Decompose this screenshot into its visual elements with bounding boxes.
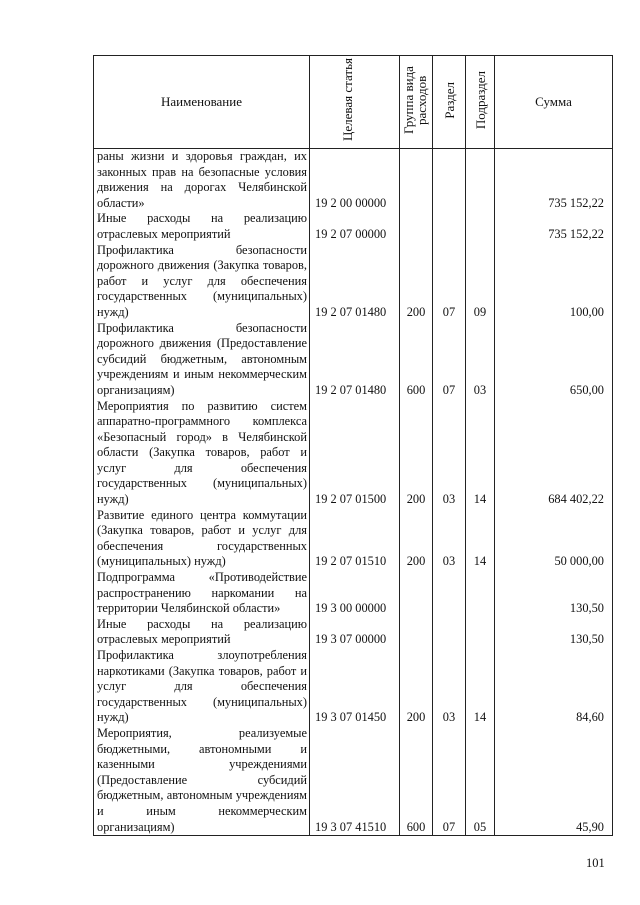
row-code: 19 2 07 01510 xyxy=(310,508,400,570)
header-group-cell xyxy=(400,56,433,149)
row-group: 600 xyxy=(400,321,433,399)
row-name: Мероприятия, реализуемые бюджетными, автономными и казенными учреждениями (Предоставление субсидий бюджетным, автономным учреждениям и иным некоммерческим организациям) xyxy=(94,726,310,836)
header-code: Целевая статья xyxy=(339,58,355,142)
header-subsection: Подраздел xyxy=(472,70,488,130)
row-sum: 50 000,00 xyxy=(495,508,613,570)
row-section: 03 xyxy=(433,399,466,508)
row-name: раны жизни и здоровья граждан, их законных прав на безопасные условия движения на дорогах Челябинской области» xyxy=(94,149,310,212)
row-name: Подпрограмма «Противодействие распространению наркомании на территории Челябинской области» xyxy=(94,570,310,617)
table-row xyxy=(94,648,613,726)
header-section-cell xyxy=(433,56,466,149)
table-row xyxy=(94,508,613,570)
row-code: 19 2 07 01480 xyxy=(310,243,400,321)
row-subsection: 14 xyxy=(466,508,495,570)
page-number: 101 xyxy=(586,856,605,870)
row-subsection: 14 xyxy=(466,648,495,726)
table-row xyxy=(94,399,613,508)
row-name: Профилактика безопасности дорожного движения (Закупка товаров, работ и услуг для обеспечения государственных (муниципальных) нужд) xyxy=(94,243,310,321)
row-section xyxy=(433,617,466,648)
row-section: 03 xyxy=(433,508,466,570)
row-sum: 130,50 xyxy=(495,570,613,617)
header-code-cell xyxy=(310,56,400,149)
table-row xyxy=(94,243,613,321)
table-row xyxy=(94,211,613,242)
row-code: 19 3 00 00000 xyxy=(310,570,400,617)
row-sum: 84,60 xyxy=(495,648,613,726)
header-sum: Сумма xyxy=(495,56,613,149)
row-group xyxy=(400,570,433,617)
row-section: 07 xyxy=(433,321,466,399)
row-group: 200 xyxy=(400,508,433,570)
row-code: 19 2 00 00000 xyxy=(310,149,400,212)
row-name: Профилактика злоупотребления наркотиками (Закупка товаров, работ и услуг для обеспечения государственных (муниципальных) нужд) xyxy=(94,648,310,726)
row-subsection xyxy=(466,617,495,648)
row-subsection: 03 xyxy=(466,321,495,399)
row-subsection xyxy=(466,211,495,242)
row-name: Иные расходы на реализацию отраслевых мероприятий xyxy=(94,211,310,242)
table-header-row xyxy=(94,56,613,149)
row-sum: 650,00 xyxy=(495,321,613,399)
row-section: 03 xyxy=(433,648,466,726)
row-section: 07 xyxy=(433,726,466,836)
table-row xyxy=(94,570,613,617)
table-row xyxy=(94,726,613,836)
header-section: Раздел xyxy=(441,81,457,119)
table-row xyxy=(94,617,613,648)
row-subsection: 05 xyxy=(466,726,495,836)
row-subsection xyxy=(466,570,495,617)
row-sum: 684 402,22 xyxy=(495,399,613,508)
row-section xyxy=(433,570,466,617)
row-code: 19 3 07 00000 xyxy=(310,617,400,648)
row-code: 19 2 07 01500 xyxy=(310,399,400,508)
row-section: 07 xyxy=(433,243,466,321)
row-code: 19 3 07 01450 xyxy=(310,648,400,726)
row-group xyxy=(400,211,433,242)
row-group xyxy=(400,149,433,212)
row-name: Профилактика безопасности дорожного движения (Предоставление субсидий бюджетным, автономным учреждениям и иным некоммерческим организациям) xyxy=(94,321,310,399)
budget-table xyxy=(93,55,613,836)
table-row xyxy=(94,149,613,212)
row-group xyxy=(400,617,433,648)
row-code: 19 2 07 00000 xyxy=(310,211,400,242)
row-sum: 100,00 xyxy=(495,243,613,321)
row-sum: 45,90 xyxy=(495,726,613,836)
row-sum: 735 152,22 xyxy=(495,149,613,212)
row-subsection: 14 xyxy=(466,399,495,508)
row-sum: 130,50 xyxy=(495,617,613,648)
row-group: 200 xyxy=(400,243,433,321)
row-name: Иные расходы на реализацию отраслевых мероприятий xyxy=(94,617,310,648)
row-name: Развитие единого центра коммутации (Закупка товаров, работ и услуг для обеспечения государственных (муниципальных) нужд) xyxy=(94,508,310,570)
row-name: Мероприятия по развитию систем аппаратно-программного комплекса «Безопасный город» в Челябинской области (Закупка товаров, работ и услуг для обеспечения государственных (муниципальных) нужд) xyxy=(94,399,310,508)
table-row xyxy=(94,321,613,399)
row-group: 200 xyxy=(400,648,433,726)
row-group: 200 xyxy=(400,399,433,508)
header-subsection-cell xyxy=(466,56,495,149)
header-group: Группа вида расходов xyxy=(401,66,429,134)
header-name: Наименование xyxy=(94,56,310,149)
row-section xyxy=(433,149,466,212)
row-code: 19 3 07 41510 xyxy=(310,726,400,836)
row-subsection: 09 xyxy=(466,243,495,321)
row-section xyxy=(433,211,466,242)
row-code: 19 2 07 01480 xyxy=(310,321,400,399)
row-sum: 735 152,22 xyxy=(495,211,613,242)
row-group: 600 xyxy=(400,726,433,836)
row-subsection xyxy=(466,149,495,212)
